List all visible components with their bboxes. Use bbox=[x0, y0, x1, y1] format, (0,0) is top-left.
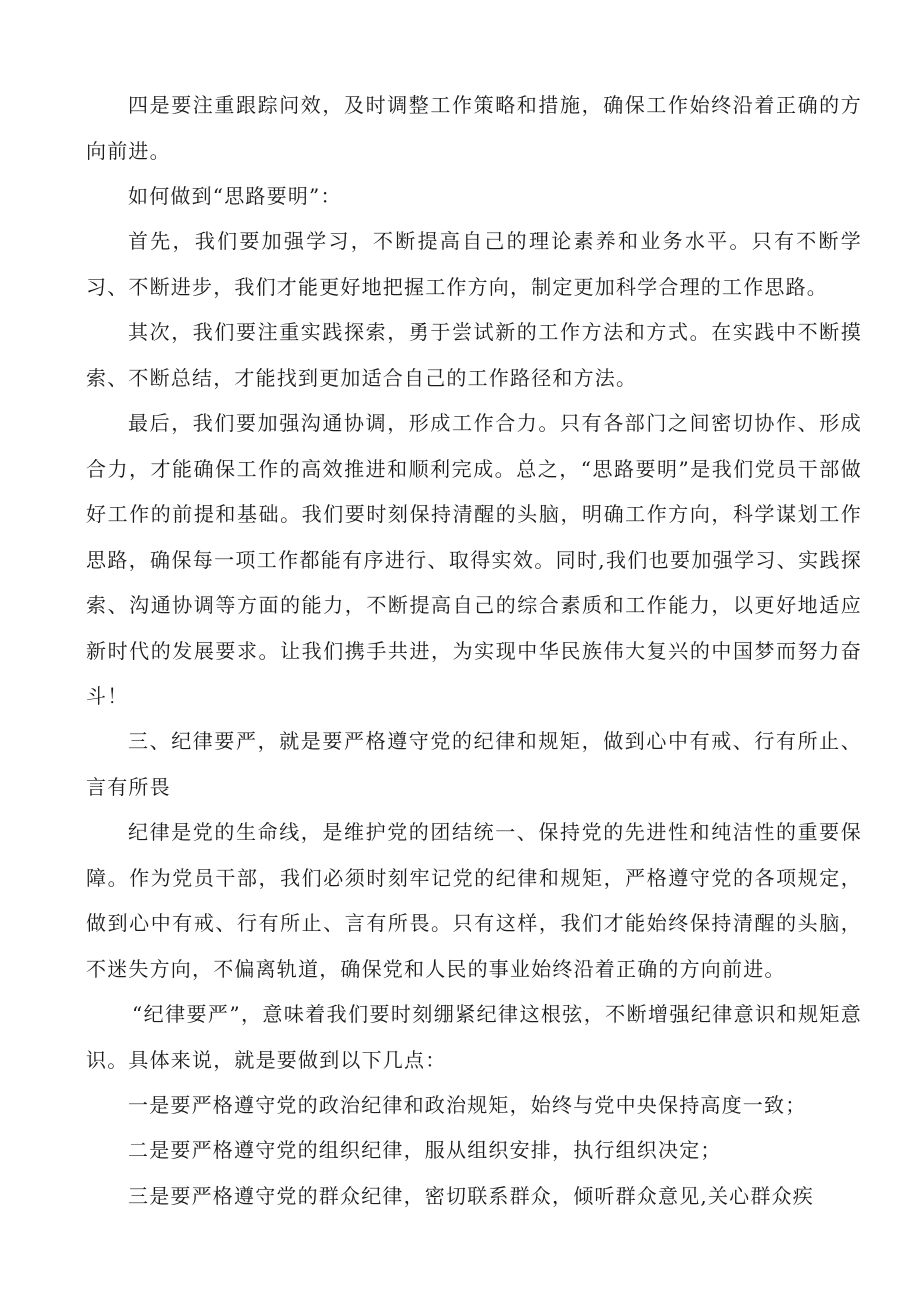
paragraph-discipline-lifeline: 纪律是党的生命线，是维护党的团结统一、保持党的先进性和纯洁性的重要保障。作为党员干部，我们必须时刻牢记党的纪律和规矩，严格遵守党的各项规定，做到心中有戒、行有所止、言有所畏。只有这样，我们才能始终保持清醒的头脑，不迷失方向，不偏离轨道，确保党和人民的事业始终沿着正确的方向前进。 bbox=[86, 820, 862, 981]
section-heading-discipline: 三、纪律要严，就是要严格遵守党的纪律和规矩，做到心中有戒、行有所止、言有所畏 bbox=[86, 729, 862, 799]
list-item-mass-discipline: 三是要严格遵守党的群众纪律，密切联系群众，倾听群众意见,关心群众疾 bbox=[128, 1184, 814, 1208]
paragraph-tracking-accountability: 四是要注重跟踪问效，及时调整工作策略和措施，确保工作始终沿着正确的方向前进。 bbox=[86, 93, 862, 163]
paragraph-how-clear-thinking: 如何做到“思路要明”： bbox=[128, 184, 342, 208]
list-item-organizational-discipline: 二是要严格遵守党的组织纪律，服从组织安排，执行组织决定； bbox=[128, 1138, 722, 1162]
paragraph-strict-discipline-meaning: “纪律要严”，意味着我们要时刻绷紧纪律这根弦，不断增强纪律意识和规矩意识。具体来说，就是要做到以下几点： bbox=[86, 1002, 862, 1072]
paragraph-first-study: 首先，我们要加强学习，不断提高自己的理论素养和业务水平。只有不断学习、不断进步，我们才能更好地把握工作方向，制定更加科学合理的工作思路。 bbox=[86, 229, 862, 299]
list-item-political-discipline: 一是要严格遵守党的政治纪律和政治规矩，始终与党中央保持高度一致； bbox=[128, 1093, 807, 1117]
paragraph-second-practice: 其次，我们要注重实践探索，勇于尝试新的工作方法和方式。在实践中不断摸索、不断总结，才能找到更加适合自己的工作路径和方法。 bbox=[86, 320, 862, 390]
paragraph-finally-coordination: 最后，我们要加强沟通协调，形成工作合力。只有各部门之间密切协作、形成合力，才能确保工作的高效推进和顺利完成。总之，“思路要明”是我们党员干部做好工作的前提和基础。我们要时刻保持清醒的头脑，明确工作方向，科学谋划工作思路，确保每一项工作都能有序进行、取得实效。同时,我们也要加强学习、实践探索、沟通协调等方面的能力，不断提高自己的综合素质和工作能力，以更好地适应新时代的发展要求。让我们携手共进，为实现中华民族伟大复兴的中国梦而努力奋斗！ bbox=[86, 411, 862, 708]
